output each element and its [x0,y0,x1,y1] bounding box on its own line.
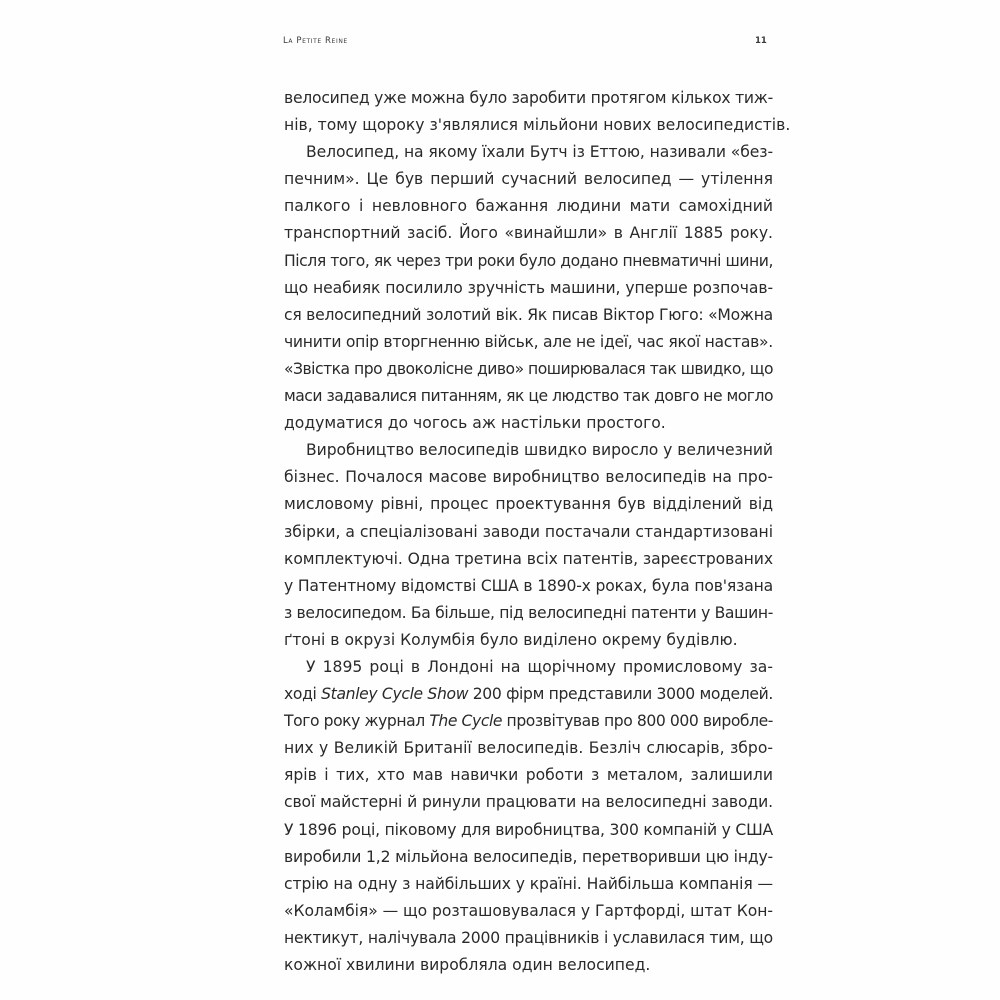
text-run: збірки, а спеціалізовані заводи постачали стандартизовані [284,522,773,541]
text-line [284,708,773,735]
text-run: транспортний засіб. Його «винайшли» в Англії 1885 року. [284,224,773,243]
text-run: ґтоні в окрузі Колумбія було виділено окрему будівлю. [284,630,738,649]
text-line [284,735,773,762]
text-line [284,383,773,410]
text-line [284,600,773,627]
text-run: мисловому рівні, процес проектування був відділений від [284,495,773,514]
italic-title: Stanley Cycle Show [321,685,469,704]
text-line [284,112,791,139]
text-line [284,329,773,356]
text-line [284,464,773,491]
page-number: 11 [755,36,767,46]
text-run: У 1896 році, піковому для виробництва, 300 компаній у США [284,820,773,839]
text-run: велосипед уже можна було заробити протягом кількох тиж- [284,89,773,107]
text-run: у Патентному відомстві США в 1890-х роках, була пов'язана [284,576,773,595]
text-run: стрію на одну з найбільших у країні. Найбільша компанія — [284,874,773,893]
text-line [284,952,773,979]
text-run: 200 фірм представили 3000 моделей. [468,685,774,704]
text-line [284,762,773,789]
text-run: комплектуючі. Одна третина всіх патентів, зареєстрованих [284,549,773,568]
text-run: них у Великій Британії велосипедів. Безліч слюсарів, збро- [284,739,773,758]
text-run: «Коламбія» — що розташовувалася у Гартфорді, штат Кон- [284,901,773,920]
text-run: Після того, як через три роки було додано пневматичні шини, [284,251,773,270]
text-run: що неабияк посилило зручність машини, уперше розпочав- [284,278,773,297]
text-run: прозвітував про 800 000 виробле- [502,712,774,731]
text-line [284,85,773,112]
text-run: ся велосипедний золотий вік. Як писав Віктор Гюго: «Можна [284,305,773,324]
text-line [284,844,773,871]
text-line [284,519,773,546]
text-line [284,789,773,816]
text-line [284,546,773,573]
text-line [284,166,773,193]
text-line [284,573,773,600]
running-head: La Petite Reine [283,36,348,46]
text-run: Виробництво велосипедів швидко виросло у величезний [306,441,773,460]
text-line [284,410,773,437]
text-run: нектикут, налічувала 2000 працівників і уславилася тим, що [284,928,773,947]
text-run: ході [284,685,322,704]
body-text [284,85,791,979]
text-line [284,139,773,166]
text-run: маси задавалися питанням, як це людство так довго не могло [284,387,773,406]
text-run: додуматися до чогось аж настільки простого. [284,414,666,433]
text-line [284,302,773,329]
text-line [284,193,773,220]
text-line [284,654,773,681]
text-line [284,220,773,247]
text-run: У 1895 році в Лондоні на щорічному промисловому за- [306,657,773,676]
text-line [284,817,773,844]
text-line [284,248,773,275]
text-run: чинити опір вторгненню військ, але не ідеї, час якої настав». [284,332,773,351]
text-run: бізнес. Почалося масове виробництво велосипедів на про- [284,468,773,487]
text-run: з велосипедом. Ба більше, під велосипедні патенти у Вашин- [284,603,773,622]
text-run: кожної хвилини виробляла один велосипед. [284,956,651,974]
italic-title: The Cycle [429,712,503,731]
text-run: свої майстерні й ринули працювати на велосипедні заводи. [284,793,773,812]
text-line [284,681,773,708]
text-run: «Звістка про двоколісне диво» поширювалася так швидко, що [284,359,773,378]
text-run: палкого і невловного бажання людини мати самохідний [284,197,773,216]
text-line [284,925,773,952]
text-line [284,437,773,464]
text-line [284,898,773,925]
text-run: Того року журнал [284,712,430,731]
text-line [284,491,773,518]
text-run: ярів і тих, хто мав навички роботи з металом, залишили [284,766,773,785]
text-run: виробили 1,2 мільйона велосипедів, перетворивши цю інду- [284,847,773,866]
text-run: Велосипед, на якому їхали Бутч із Еттою, називали «без- [306,143,773,162]
text-line [284,627,773,654]
text-line [284,275,773,302]
text-line [284,356,773,383]
text-run: нів, тому щороку з'являлися мільйони нових велосипедистів. [284,116,791,135]
text-run: печним». Це був перший сучасний велосипед — утілення [284,170,773,189]
text-line [284,871,773,898]
